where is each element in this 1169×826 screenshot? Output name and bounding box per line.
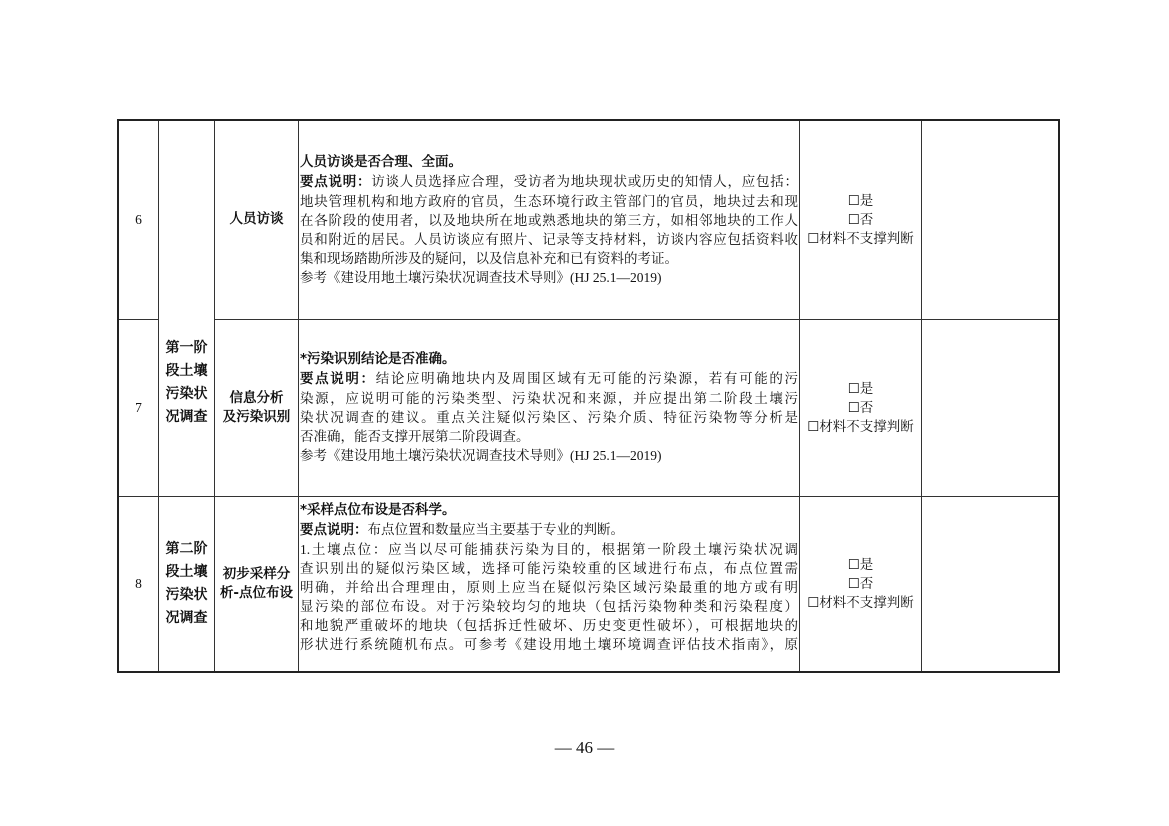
option-yes-checkbox[interactable]: ☐是 xyxy=(847,381,874,396)
content-line: 访谈人员选择应合理，受访者为地块现状或历史的知情人，应包括： xyxy=(371,173,798,189)
option-insufficient-checkbox[interactable]: ☐材料不支撑判断 xyxy=(807,419,914,434)
stage-text: 况调查 xyxy=(165,609,208,626)
content-line: 查识别出的疑似污染区域，选择可能污染较重的区域进行布点，布点位置需 xyxy=(300,560,798,576)
content-line: 形状进行系统随机布点。可参考《建设用地土壤环境调查评估技术指南》，原 xyxy=(300,636,798,652)
content-cell xyxy=(299,496,800,672)
content-line: 结论应明确地块内及周围区域有无可能的污染源，若有可能的污 xyxy=(375,371,798,386)
stage-text: 段土壤 xyxy=(165,563,208,580)
content-cell xyxy=(299,120,800,319)
reference-line: 参考《建设用地土壤污染状况调查技术导则》(HJ 25.1—2019) xyxy=(300,448,662,463)
key-label: 要点说明： xyxy=(300,173,372,190)
table-row xyxy=(118,496,1059,672)
page-number: — 46 — xyxy=(554,738,615,757)
option-no-checkbox[interactable]: ☐否 xyxy=(847,400,874,415)
item-cell xyxy=(215,120,299,319)
row-number: 7 xyxy=(118,319,159,496)
remarks-cell xyxy=(922,319,1060,496)
remarks-cell xyxy=(922,120,1060,319)
stage-text: 污染状 xyxy=(165,586,208,603)
table-row xyxy=(118,319,1059,496)
item-text: 信息分析 xyxy=(229,389,284,406)
options-cell xyxy=(800,496,922,672)
content-cell xyxy=(299,319,800,496)
reference-line: 参考《建设用地土壤污染状况调查技术导则》(HJ 25.1—2019) xyxy=(300,269,662,285)
option-yes-checkbox[interactable]: ☐是 xyxy=(847,193,874,209)
check-title: *采样点位布设是否科学。 xyxy=(300,501,456,518)
check-title: *污染识别结论是否准确。 xyxy=(300,351,456,367)
stage-cell xyxy=(159,120,215,496)
key-label: 要点说明： xyxy=(300,521,368,538)
option-no-checkbox[interactable]: ☐否 xyxy=(847,212,874,228)
item-cell xyxy=(215,319,299,496)
row-number: 6 xyxy=(118,120,159,319)
option-yes-checkbox[interactable]: ☐是 xyxy=(847,557,874,573)
option-insufficient-checkbox[interactable]: ☐材料不支撑判断 xyxy=(807,595,914,611)
content-line: 显污染的部位布设。对于污染较均匀的地块（包括污染物种类和污染程度） xyxy=(300,598,798,614)
content-line: 和地貌严重破坏的地块（包括拆迁性破坏、历史变更性破坏），可根据地块的 xyxy=(300,617,798,633)
content-line: 染源，应说明可能的污染类型、污染状况和来源，并应提出第二阶段土壤污 xyxy=(300,391,798,406)
stage-text: 第一阶 xyxy=(165,340,208,357)
item-text: 及污染识别 xyxy=(222,408,291,425)
stage-cell xyxy=(159,496,215,672)
content-line: 1.土壤点位：应当以尽可能捕获污染为目的，根据第一阶段土壤污染状况调 xyxy=(300,541,798,557)
content-line: 明确，并给出合理理由，原则上应当在疑似污染区域污染最重的地方或有明 xyxy=(300,579,798,595)
options-cell xyxy=(800,120,922,319)
options-cell xyxy=(800,319,922,496)
content-line: 员和附近的居民。人员访谈应有照片、记录等支持材料，访谈内容应包括资料收 xyxy=(300,231,798,247)
option-insufficient-checkbox[interactable]: ☐材料不支撑判断 xyxy=(807,231,914,247)
item-text: 析-点位布设 xyxy=(219,584,294,601)
content-line: 染状况调查的建议。重点关注疑似污染区、污染介质、特征污染物等分析是 xyxy=(300,410,798,425)
content-line: 否准确，能否支撑开展第二阶段调查。 xyxy=(300,429,530,444)
content-line: 在各阶段的使用者，以及地块所在地或熟悉地块的第三方，如相邻地块的工作人 xyxy=(300,212,798,228)
table-row xyxy=(118,120,1059,319)
content-line: 集和现场踏勘所涉及的疑问，以及信息补充和已有资料的考证。 xyxy=(300,250,678,266)
stage-text: 况调查 xyxy=(165,409,208,426)
item-text: 人员访谈 xyxy=(229,211,284,228)
item-text: 初步采样分 xyxy=(222,565,291,582)
check-title: 人员访谈是否合理、全面。 xyxy=(300,153,462,170)
remarks-cell xyxy=(922,496,1060,672)
content-line: 布点位置和数量应当主要基于专业的判断。 xyxy=(367,521,624,537)
stage-text: 第二阶 xyxy=(165,540,208,557)
review-table xyxy=(117,119,1060,673)
content-line: 地块管理机构和地方政府的官员，生态环境行政主管部门的官员，地块过去和现 xyxy=(300,193,798,209)
option-no-checkbox[interactable]: ☐否 xyxy=(847,576,874,592)
key-label: 要点说明： xyxy=(300,371,376,387)
stage-text: 段土壤 xyxy=(165,363,208,380)
row-number: 8 xyxy=(118,496,159,672)
stage-text: 污染状 xyxy=(165,386,208,403)
item-cell xyxy=(215,496,299,672)
